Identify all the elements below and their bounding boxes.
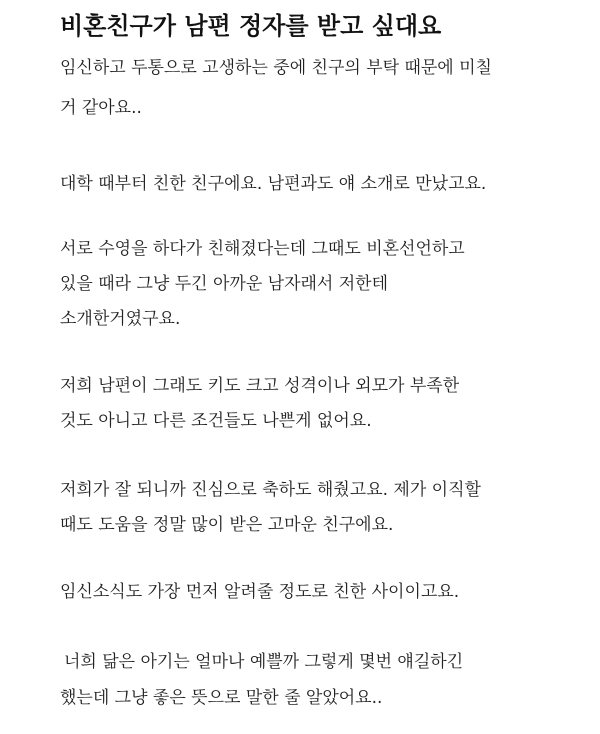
paragraph-line: 것도 아니고 다른 조건들도 나쁜게 없어요. bbox=[60, 411, 372, 431]
paragraph-line: 소개한거였구요. bbox=[60, 309, 181, 329]
paragraph-line: 거 같아요.. bbox=[60, 98, 142, 118]
paragraph-line: 저희 남편이 그래도 키도 크고 성격이나 외모가 부족한 bbox=[60, 376, 460, 396]
paragraph-line: 임신소식도 가장 먼저 알려줄 정도로 친한 사이이고요. bbox=[60, 582, 460, 602]
paragraph-line: 너희 닮은 아기는 얼마나 예쁠까 그렇게 몇번 얘길하긴 bbox=[64, 652, 464, 672]
paragraph-line: 했는데 그냥 좋은 뜻으로 말한 줄 알았어요.. bbox=[60, 688, 383, 708]
post-title: 비혼친구가 남편 정자를 받고 싶대요 bbox=[60, 12, 442, 40]
paragraph-line: 임신하고 두통으로 고생하는 중에 친구의 부탁 때문에 미칠 bbox=[60, 58, 492, 78]
paragraph-line: 있을 때라 그냥 두긴 아까운 남자래서 저한테 bbox=[60, 274, 389, 294]
paragraph-line: 서로 수영을 하다가 친해졌다는데 그때도 비혼선언하고 bbox=[60, 239, 465, 259]
paragraph-line: 대학 때부터 친한 친구에요. 남편과도 얘 소개로 만났고요. bbox=[60, 174, 487, 194]
paragraph-line: 저희가 잘 되니까 진심으로 축하도 해줬고요. 제가 이직할 bbox=[60, 480, 481, 500]
paragraph-line: 때도 도움을 정말 많이 받은 고마운 친구에요. bbox=[60, 515, 394, 535]
